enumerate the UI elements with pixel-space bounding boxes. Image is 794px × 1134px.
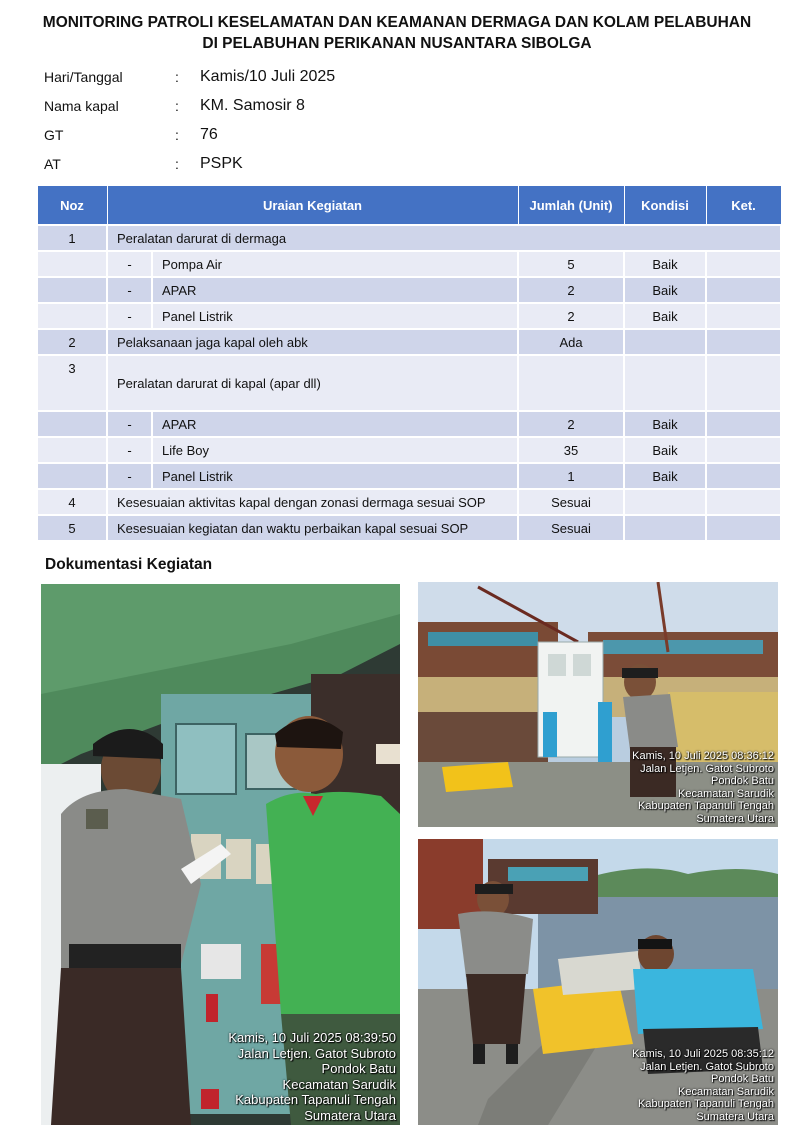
table-row xyxy=(37,251,781,277)
cell-dash: - xyxy=(107,277,152,303)
cell-kondisi: Baik xyxy=(624,437,706,463)
header-uraian: Uraian Kegiatan xyxy=(107,186,518,226)
cell-kondisi: Baik xyxy=(624,277,706,303)
info-label: GT xyxy=(44,127,64,143)
cell-ket xyxy=(706,515,781,541)
cell-uraian: Kesesuaian aktivitas kapal dengan zonasi dermaga sesuai SOP xyxy=(107,489,518,515)
cell-qty: Sesuai xyxy=(518,515,624,541)
stamp-line: Kamis, 10 Juli 2025 08:35:12 xyxy=(632,1048,774,1060)
documentation-title: Dokumentasi Kegiatan xyxy=(45,556,213,573)
stamp-line: Kabupaten Tapanuli Tengah xyxy=(235,1092,396,1107)
cell-ket xyxy=(706,437,781,463)
info-label: Nama kapal xyxy=(44,98,119,114)
stamp-line: Kamis, 10 Juli 2025 08:39:50 xyxy=(228,1030,396,1045)
cell-item: Life Boy xyxy=(152,437,518,463)
cell-kondisi xyxy=(624,355,706,411)
stamp-line: Kabupaten Tapanuli Tengah xyxy=(638,800,774,812)
cell-ket xyxy=(706,329,781,355)
cell-kondisi xyxy=(624,515,706,541)
cell-no xyxy=(37,303,107,329)
cell-qty: 2 xyxy=(518,411,624,437)
table-row xyxy=(37,437,781,463)
cell-dash: - xyxy=(107,303,152,329)
cell-item: Pompa Air xyxy=(152,251,518,277)
cell-no xyxy=(37,277,107,303)
cell-ket xyxy=(706,251,781,277)
activity-table xyxy=(36,185,782,542)
cell-qty: Ada xyxy=(518,329,624,355)
cell-ket xyxy=(706,411,781,437)
info-colon: : xyxy=(175,98,179,114)
table-row xyxy=(37,355,781,411)
stamp-line: Sumatera Utara xyxy=(696,812,774,825)
document-title xyxy=(0,12,794,54)
stamp-line: Kecamatan Sarudik xyxy=(678,787,774,800)
cell-ket xyxy=(706,303,781,329)
header-no: Noz xyxy=(37,186,107,226)
cell-qty: Sesuai xyxy=(518,489,624,515)
table-row xyxy=(37,463,781,489)
cell-item: APAR xyxy=(152,277,518,303)
cell-item: Panel Listrik xyxy=(152,303,518,329)
cell-kondisi: Baik xyxy=(624,411,706,437)
cell-ket xyxy=(706,355,781,411)
cell-no: 3 xyxy=(37,355,107,411)
table-row xyxy=(37,303,781,329)
info-label: AT xyxy=(44,156,61,172)
table-row xyxy=(37,489,781,515)
info-colon: : xyxy=(175,69,179,85)
stamp-line: Pondok Batu xyxy=(321,1061,396,1076)
cell-qty: 2 xyxy=(518,303,624,329)
cell-dash: - xyxy=(107,411,152,437)
cell-ket xyxy=(706,463,781,489)
cell-qty: 2 xyxy=(518,277,624,303)
cell-dash: - xyxy=(107,463,152,489)
cell-ket xyxy=(706,277,781,303)
cell-kondisi: Baik xyxy=(624,303,706,329)
info-colon: : xyxy=(175,156,179,172)
table-row xyxy=(37,225,781,251)
cell-no: 5 xyxy=(37,515,107,541)
cell-qty: 1 xyxy=(518,463,624,489)
table-header-row xyxy=(37,186,781,226)
table-row xyxy=(37,515,781,541)
documentation-photo-1 xyxy=(41,584,400,1125)
stamp-line: Kecamatan Sarudik xyxy=(678,1085,774,1098)
cell-dash: - xyxy=(107,251,152,277)
cell-uraian: Peralatan darurat di dermaga xyxy=(107,225,781,251)
cell-no: 4 xyxy=(37,489,107,515)
cell-kondisi: Baik xyxy=(624,251,706,277)
info-value: 76 xyxy=(200,126,218,143)
stamp-line: Sumatera Utara xyxy=(304,1107,396,1123)
documentation-photo-3 xyxy=(418,839,778,1125)
stamp-line: Kecamatan Sarudik xyxy=(282,1076,396,1092)
cell-qty xyxy=(518,355,624,411)
cell-item: APAR xyxy=(152,411,518,437)
cell-qty: 35 xyxy=(518,437,624,463)
cell-kondisi xyxy=(624,329,706,355)
title-line-2: DI PELABUHAN PERIKANAN NUSANTARA SIBOLGA xyxy=(202,35,592,52)
photo-2-timestamp xyxy=(632,750,774,825)
cell-ket xyxy=(706,489,781,515)
info-value: PSPK xyxy=(200,155,243,172)
cell-uraian: Kesesuaian kegiatan dan waktu perbaikan kapal sesuai SOP xyxy=(107,515,518,541)
stamp-line: Jalan Letjen. Gatot Subroto xyxy=(237,1045,396,1061)
cell-no xyxy=(37,411,107,437)
stamp-line: Jalan Letjen. Gatot Subroto xyxy=(640,762,774,775)
table-row xyxy=(37,329,781,355)
stamp-line: Sumatera Utara xyxy=(696,1110,774,1123)
header-kondisi: Kondisi xyxy=(624,186,706,226)
cell-qty: 5 xyxy=(518,251,624,277)
stamp-line: Kamis, 10 Juli 2025 08:36:12 xyxy=(632,750,774,762)
table-row xyxy=(37,411,781,437)
header-jumlah: Jumlah (Unit) xyxy=(518,186,624,226)
cell-no xyxy=(37,463,107,489)
title-line-1: MONITORING PATROLI KESELAMATAN DAN KEAMANAN DERMAGA DAN KOLAM PELABUHAN xyxy=(42,14,752,31)
stamp-line: Pondok Batu xyxy=(711,1073,774,1085)
cell-item: Panel Listrik xyxy=(152,463,518,489)
cell-uraian: Peralatan darurat di kapal (apar dll) xyxy=(107,355,518,411)
stamp-line: Kabupaten Tapanuli Tengah xyxy=(638,1098,774,1110)
cell-kondisi xyxy=(624,489,706,515)
cell-no xyxy=(37,251,107,277)
header-ket: Ket. xyxy=(706,186,781,226)
table-row xyxy=(37,277,781,303)
documentation-photo-2 xyxy=(418,582,778,827)
photo-3-timestamp xyxy=(632,1048,774,1123)
info-label: Hari/Tanggal xyxy=(44,69,123,85)
cell-uraian: Pelaksanaan jaga kapal oleh abk xyxy=(107,329,518,355)
info-colon: : xyxy=(175,127,179,143)
cell-dash: - xyxy=(107,437,152,463)
info-value: KM. Samosir 8 xyxy=(200,97,305,114)
photo-1-timestamp xyxy=(228,1030,396,1123)
cell-kondisi: Baik xyxy=(624,463,706,489)
stamp-line: Jalan Letjen. Gatot Subroto xyxy=(640,1060,774,1073)
cell-no: 1 xyxy=(37,225,107,251)
cell-no xyxy=(37,437,107,463)
stamp-line: Pondok Batu xyxy=(711,775,774,787)
info-value: Kamis/10 Juli 2025 xyxy=(200,68,336,85)
cell-no: 2 xyxy=(37,329,107,355)
